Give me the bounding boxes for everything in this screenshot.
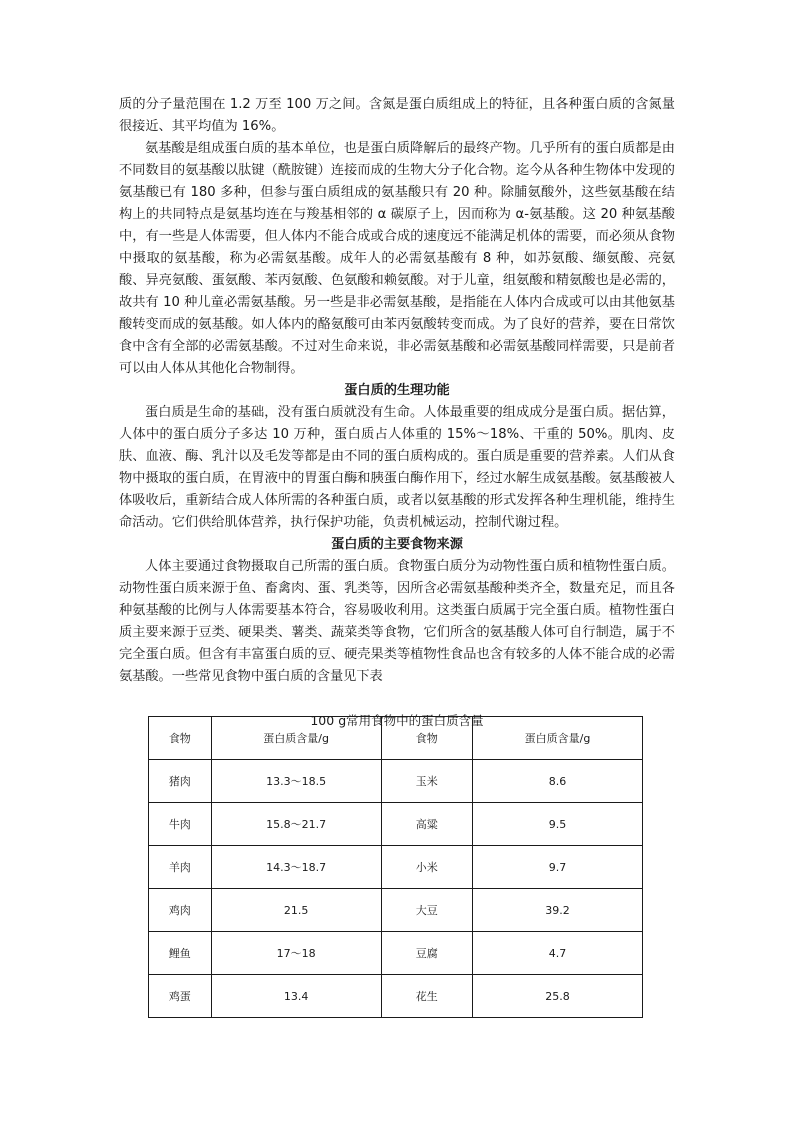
- document-body: [119, 94, 675, 730]
- food-name: 牛肉: [149, 803, 212, 846]
- protein-value: 14.3～18.7: [211, 846, 381, 889]
- protein-value: 13.3～18.5: [211, 760, 381, 803]
- food-name: 高粱: [381, 803, 472, 846]
- food-name: 玉米: [381, 760, 472, 803]
- food-name: 豆腐: [381, 932, 472, 975]
- protein-value: 25.8: [473, 975, 643, 1018]
- protein-value: 21.5: [211, 889, 381, 932]
- protein-value: 9.5: [473, 803, 643, 846]
- header-food-1: 食物: [149, 717, 212, 760]
- header-protein-1: 蛋白质含量/g: [211, 717, 381, 760]
- table-row: [149, 932, 643, 975]
- protein-value: 39.2: [473, 889, 643, 932]
- food-name: 大豆: [381, 889, 472, 932]
- table-row: [149, 975, 643, 1018]
- paragraph-food-sources: 人体主要通过食物摄取自己所需的蛋白质。食物蛋白质分为动物性蛋白质和植物性蛋白质。动物性蛋白质来源于鱼、畜禽肉、蛋、乳类等，因所含必需氨基酸种类齐全，数量充足，而且各种氨基酸的比例与人体需要基本符合，容易吸收利用。这类蛋白质属于完全蛋白质。植物性蛋白质主要来源于豆类、硬果类、薯类、蔬菜类等食物，它们所含的氨基酸人体可自行制造，属于不完全蛋白质。但含有丰富蛋白质的豆、硬壳果类等植物性食品也含有较多的人体不能合成的必需氨基酸。一些常见食物中蛋白质的含量见下表: [119, 559, 675, 684]
- paragraph-molecular-weight: 质的分子量范围在 1.2 万至 100 万之间。含氮是蛋白质组成上的特征，且各种蛋白质的含氮量很接近、其平均值为 16%。: [119, 97, 675, 134]
- paragraph-amino-acids: 氨基酸是组成蛋白质的基本单位，也是蛋白质降解后的最终产物。几乎所有的蛋白质都是由不同数目的氨基酸以肽键（酰胺键）连接而成的生物大分子化合物。迄今从各种生物体中发现的氨基酸已有 180 多种，但参与蛋白质组成的氨基酸只有 20 种。除脯氨酸外，这些氨基酸在结构上的共同特点是氨基均连在与羧基相邻的 α 碳原子上，因而称为 α-氨基酸。这 20 种氨基酸中，有一些是人体需要，但人体内不能合成或合成的速度远不能满足机体的需要，而必须从食物中摄取的氨基酸，称为必需氨基酸。成年人的必需氨基酸有 8 种，如苏氨酸、缬氨酸、亮氨酸、异亮氨酸、蛋氨酸、苯丙氨酸、色氨酸和赖氨酸。对于儿童，组氨酸和精氨酸也是必需的，故共有 10 种儿童必需氨基酸。另一些是非必需氨基酸，是指能在人体内合成或可以由其他氨基酸转变而成的氨基酸。如人体内的酪氨酸可由苯丙氨酸转变而成。为了良好的营养，要在日常饮食中含有全部的必需氨基酸。不过对生命来说，非必需氨基酸和必需氨基酸同样需要，只是前者可以由人体从其他化合物制得。: [119, 141, 675, 376]
- protein-value: 15.8～21.7: [211, 803, 381, 846]
- protein-value: 17～18: [211, 932, 381, 975]
- table-header-row: [149, 717, 643, 760]
- protein-value: 4.7: [473, 932, 643, 975]
- food-name: 花生: [381, 975, 472, 1018]
- protein-content-table: [148, 716, 643, 1018]
- food-name: 小米: [381, 846, 472, 889]
- protein-value: 9.7: [473, 846, 643, 889]
- food-name: 羊肉: [149, 846, 212, 889]
- table-row: [149, 889, 643, 932]
- food-name: 鸡肉: [149, 889, 212, 932]
- heading-physiological-function: 蛋白质的生理功能: [344, 383, 450, 398]
- table-caption: 100 g常用食物中的蛋白质含量: [310, 713, 484, 728]
- protein-value: 8.6: [473, 760, 643, 803]
- food-name: 猪肉: [149, 760, 212, 803]
- table-row: [149, 760, 643, 803]
- header-protein-2: 蛋白质含量/g: [473, 717, 643, 760]
- table-row: [149, 803, 643, 846]
- paragraph-physiological-function: 蛋白质是生命的基础，没有蛋白质就没有生命。人体最重要的组成成分是蛋白质。据估算，人体中的蛋白质分子多达 10 万种，蛋白质占人体重的 15%～18%、干重的 50%。肌肉、皮肤、血液、酶、乳汁以及毛发等都是由不同的蛋白质构成的。蛋白质是重要的营养素。人们从食物中摄取的蛋白质，在胃液中的胃蛋白酶和胰蛋白酶作用下，经过水解生成氨基酸。氨基酸被人体吸收后，重新结合成人体所需的各种蛋白质，或者以氨基酸的形式发挥各种生理机能，维持生命活动。它们供给肌体营养，执行保护功能，负责机械运动，控制代谢过程。: [119, 405, 675, 530]
- header-food-2: 食物: [381, 717, 472, 760]
- protein-value: 13.4: [211, 975, 381, 1018]
- food-name: 鲤鱼: [149, 932, 212, 975]
- table-row: [149, 846, 643, 889]
- food-name: 鸡蛋: [149, 975, 212, 1018]
- heading-food-sources: 蛋白质的主要食物来源: [331, 537, 463, 552]
